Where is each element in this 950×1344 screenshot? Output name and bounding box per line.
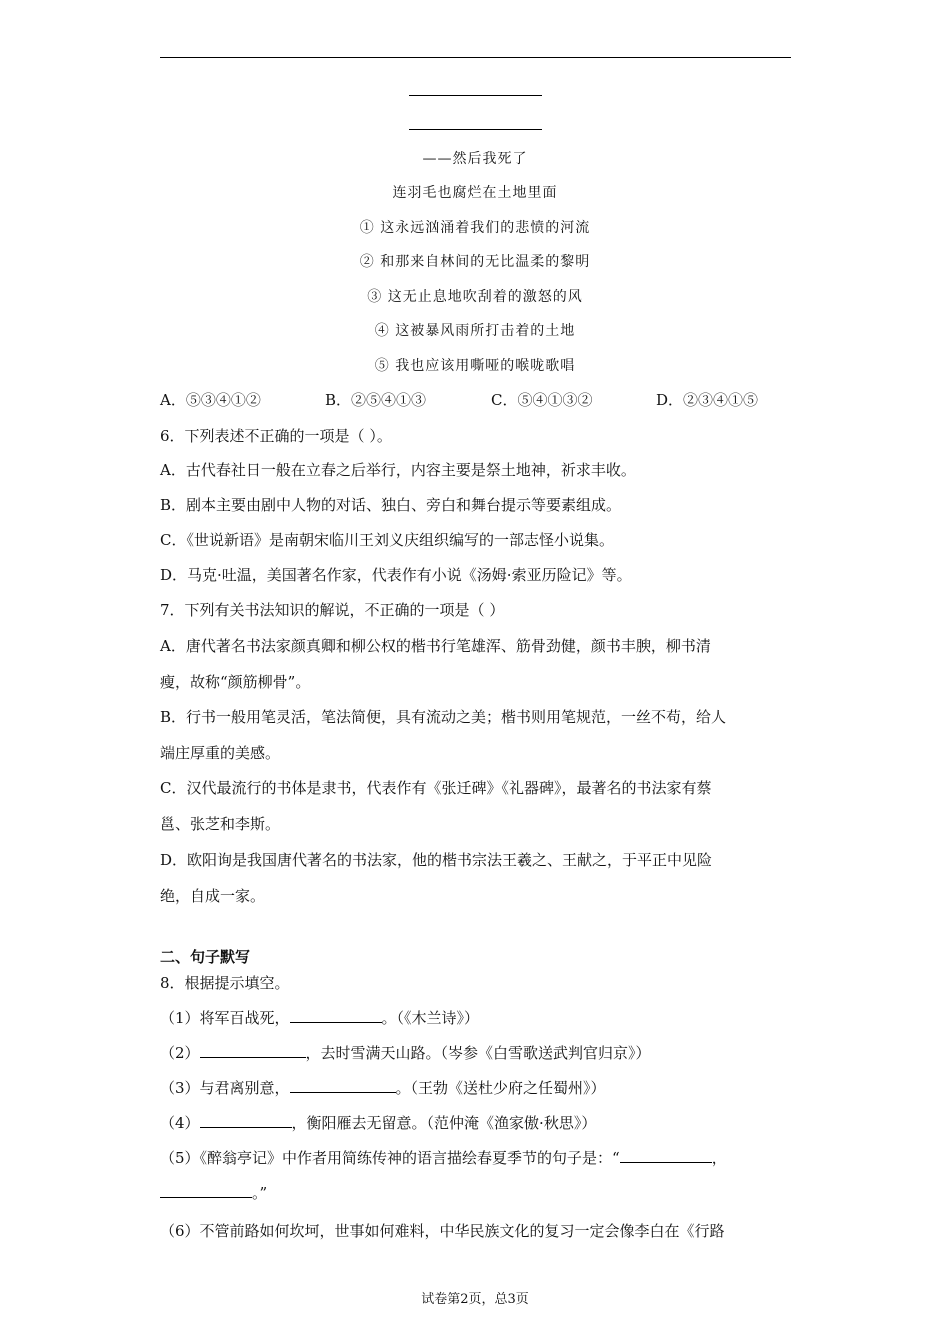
q7-line: B．行书一般用笔灵活，笔法简便，具有流动之美；楷书则用笔规范，一丝不苟，给人: [160, 708, 727, 726]
q8-item-text: （1）将军百战死，: [160, 1009, 290, 1027]
q6-option-d: D．马克·吐温，美国著名作家，代表作有小说《汤姆·索亚历险记》等。: [160, 566, 632, 584]
q8-item-text: （3）与君离别意，: [160, 1079, 290, 1097]
q8-item-text: （2）: [160, 1044, 200, 1062]
poem-line: ④ 这被暴风雨所打击着的土地: [374, 323, 576, 339]
q8-item-1: [160, 1007, 479, 1028]
q7-line: D．欧阳询是我国唐代著名的书法家，他的楷书宗法王羲之、王献之，于平正中见险: [160, 851, 713, 869]
q6-option-a: A．古代春社日一般在立春之后举行，内容主要是祭土地神，祈求丰收。: [160, 461, 636, 479]
poem-line: ① 这永远汹涌着我们的悲愤的河流: [359, 220, 591, 236]
q5-option-a: A．⑤③④①②: [160, 391, 261, 409]
poem-line: ⑤ 我也应该用嘶哑的喉咙歌唱: [374, 358, 576, 374]
q7-stem: 7．下列有关书法知识的解说，不正确的一项是（ ）: [160, 601, 505, 619]
q8-item-5: [160, 1147, 727, 1168]
section-heading: 二、句子默写: [160, 948, 251, 966]
q7-line: 邕、张芝和李斯。: [160, 815, 281, 833]
q8-item-text: ，衡阳雁去无留意。（范仲淹《渔家傲·秋思》）: [291, 1114, 597, 1132]
q6-option-b: B．剧本主要由剧中人物的对话、独白、旁白和舞台提示等要素组成。: [160, 496, 622, 514]
poem-line: 连羽毛也腐烂在土地里面: [392, 185, 558, 201]
poem-line: ② 和那来自林间的无比温柔的黎明: [359, 254, 591, 270]
q5-option-c: C．⑤④①③②: [491, 391, 593, 409]
answer-blank[interactable]: [290, 1078, 396, 1093]
q8-item-text: （5）《醉翁亭记》中作者用简练传神的语言描绘春夏季节的句子是：“: [160, 1149, 620, 1167]
page-footer: 试卷第2页，总3页: [421, 1292, 529, 1307]
q6-option-c: C．《世说新语》是南朝宋临川王刘义庆组织编写的一部志怪小说集。: [160, 531, 614, 549]
q8-item-text: 。（《木兰诗》）: [381, 1009, 480, 1027]
q8-item-3: [160, 1077, 606, 1098]
q8-item-text: ，去时雪满天山路。（岑参《白雪歌送武判官归京》）: [305, 1044, 651, 1062]
q8-item-text: 。（王勃《送杜少府之任蜀州》）: [395, 1079, 606, 1097]
q5-option-d: D．②③④①⑤: [656, 391, 759, 409]
q7-line: A．唐代著名书法家颜真卿和柳公权的楷书行笔雄浑、筋骨劲健，颜书丰腴，柳书清: [160, 637, 711, 655]
q8-item-6: （6）不管前路如何坎坷，世事如何难料，中华民族文化的复习一定会像李白在《行路: [160, 1222, 725, 1240]
poem-blank-2: [409, 129, 542, 130]
q8-item-2: [160, 1042, 651, 1063]
q8-item-4: [160, 1112, 596, 1133]
poem-line: ——然后我死了: [422, 151, 528, 167]
q6-stem: 6．下列表述不正确的一项是（ ）。: [160, 427, 392, 445]
q8-stem: 8．根据提示填空。: [160, 974, 290, 992]
q8-item-text: ，: [711, 1149, 727, 1167]
q8-item-5-cont: [160, 1182, 267, 1203]
q8-item-text: 。”: [252, 1184, 268, 1202]
answer-blank[interactable]: [200, 1043, 306, 1058]
poem-blank-1: [409, 95, 542, 96]
q7-line: C．汉代最流行的书体是隶书，代表作有《张迁碑》《礼器碑》，最著名的书法家有蔡: [160, 779, 712, 797]
q7-line: 瘦，故称“颜筋柳骨”。: [160, 673, 311, 691]
header-rule: [160, 57, 791, 58]
poem-line: ③ 这无止息地吹刮着的激怒的风: [367, 289, 583, 305]
answer-blank[interactable]: [200, 1113, 292, 1128]
answer-blank[interactable]: [160, 1183, 252, 1198]
q8-item-text: （4）: [160, 1114, 200, 1132]
q7-line: 绝，自成一家。: [160, 887, 266, 905]
q5-option-b: B．②⑤④①③: [325, 391, 427, 409]
answer-blank[interactable]: [290, 1008, 382, 1023]
q7-line: 端庄厚重的美感。: [160, 744, 281, 762]
answer-blank[interactable]: [620, 1148, 712, 1163]
